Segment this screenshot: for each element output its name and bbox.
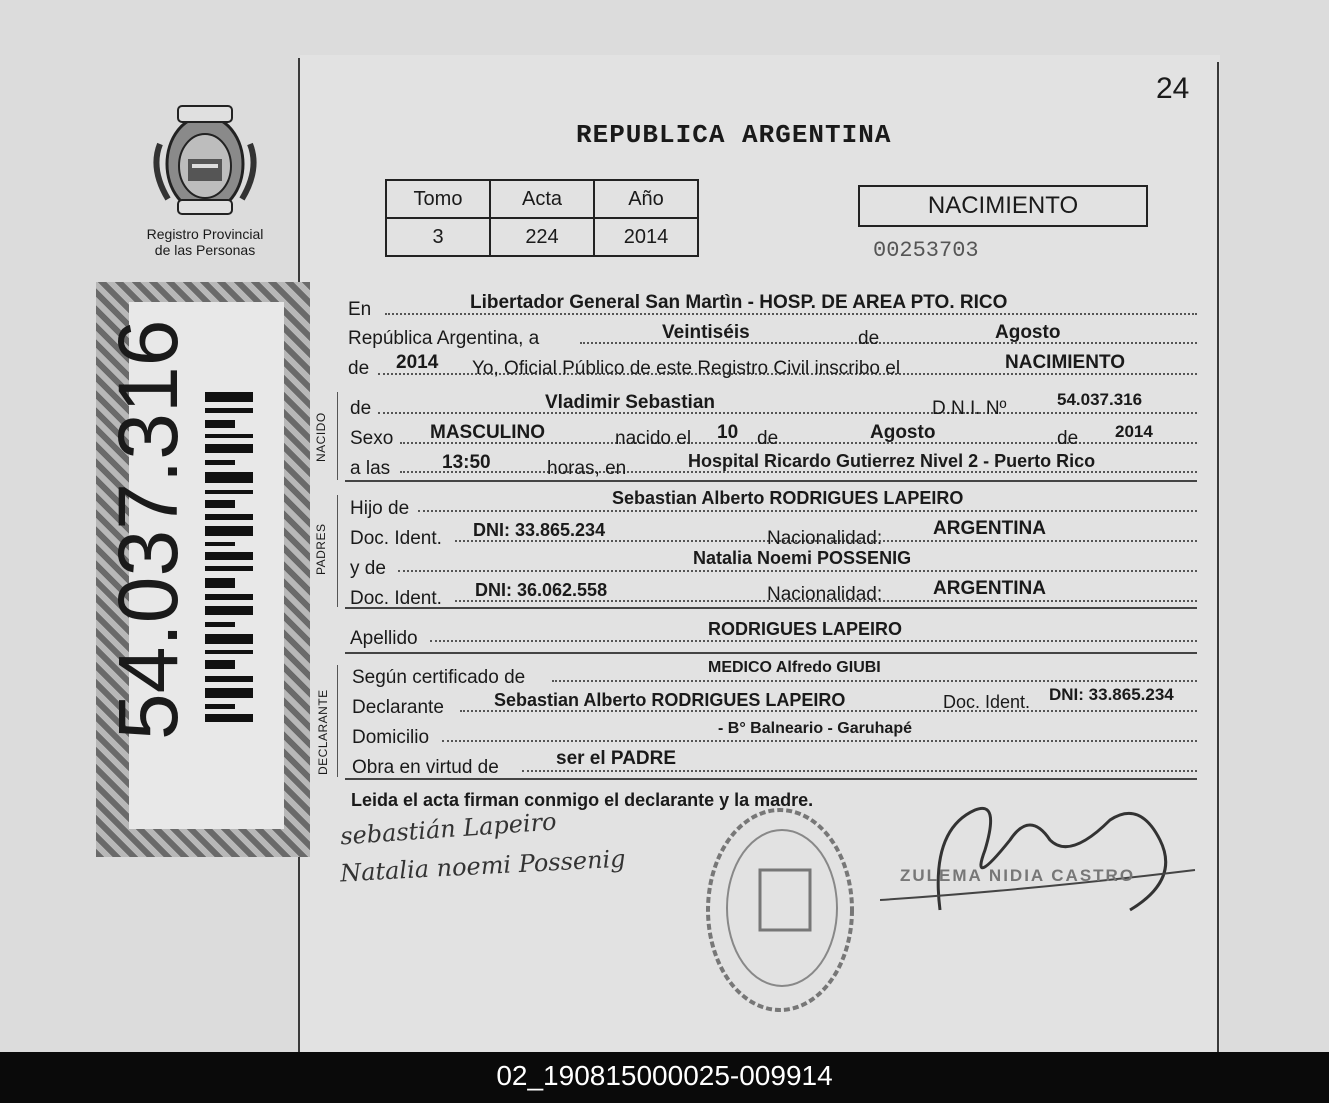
- value-mother-nationality: ARGENTINA: [933, 578, 1046, 599]
- value-decl-doc: DNI: 33.865.234: [1049, 685, 1174, 704]
- father-signature: sebastián Lapeiro: [339, 807, 558, 851]
- value-dni: 54.037.316: [1057, 390, 1143, 409]
- section-label-declarante: DECLARANTE: [316, 689, 330, 775]
- declarante-bracket: [337, 665, 338, 777]
- official-signature-scrawl: [880, 770, 1200, 950]
- value-time: 13:50: [442, 452, 491, 473]
- value-mother-name: Natalia Noemi POSSENIG: [693, 548, 912, 568]
- row-line: [442, 740, 1197, 742]
- serial-number: 00253703: [873, 238, 979, 263]
- row-line: [418, 510, 1197, 512]
- label-birth-de2: de: [1057, 428, 1079, 449]
- value-place-of-registration: Libertador General San Martìn - HOSP. DE AREA PTO. RICO: [470, 292, 1008, 313]
- label-nacionalidad-mother: Nacionalidad:: [767, 584, 883, 605]
- label-doc-ident-father: Doc. Ident.: [350, 528, 442, 549]
- label-sexo: Sexo: [350, 428, 394, 449]
- registry-name-line2: de las Personas: [154, 242, 256, 258]
- value-domicilio: - B° Balneario - Garuhapé: [718, 720, 912, 737]
- value-mother-doc: DNI: 36.062.558: [475, 580, 608, 600]
- label-nacido-el: nacido el: [615, 428, 692, 449]
- table-header-acta: Acta: [490, 180, 594, 218]
- page-number: 24: [1156, 72, 1190, 105]
- padres-bracket: [337, 495, 338, 607]
- label-domicilio: Domicilio: [352, 727, 430, 748]
- label-nacionalidad-father: Nacionalidad:: [767, 528, 883, 549]
- label-doc-ident-mother: Doc. Ident.: [350, 588, 442, 609]
- label-dni: D.N.I. Nº: [932, 398, 1007, 419]
- label-y-de: y de: [350, 558, 386, 579]
- table-value-anio: 2014: [594, 218, 698, 256]
- section-divider: [345, 652, 1197, 654]
- value-inscribo: NACIMIENTO: [1005, 352, 1125, 373]
- section-divider: [345, 607, 1197, 609]
- official-name-stamp: ZULEMA NIDIA CASTRO: [900, 866, 1136, 885]
- table-header-tomo: Tomo: [386, 180, 490, 218]
- label-horas-en: horas, en: [547, 458, 627, 479]
- provincial-seal-emblem: [150, 104, 260, 219]
- reading-statement: Leida el acta firman conmigo el declarante y la madre.: [351, 790, 814, 810]
- value-obra: ser el PADRE: [556, 748, 677, 769]
- value-certificado: MEDICO Alfredo GIUBI: [708, 659, 881, 676]
- footer-code: 02_190815000025-009914: [496, 1060, 833, 1091]
- value-birth-place: Hospital Ricardo Gutierrez Nivel 2 - Puerto Rico: [688, 451, 1096, 471]
- row-line: [552, 680, 1197, 682]
- document-title: REPUBLICA ARGENTINA: [576, 120, 892, 150]
- value-year: 2014: [396, 352, 439, 373]
- label-a-las: a las: [350, 458, 391, 479]
- value-birth-day: 10: [717, 422, 739, 443]
- right-margin-line: [1217, 62, 1219, 1052]
- value-father-name: Sebastian Alberto RODRIGUES LAPEIRO: [612, 488, 964, 508]
- section-label-padres: PADRES: [314, 523, 328, 575]
- value-father-doc: DNI: 33.865.234: [473, 520, 606, 540]
- record-type-box: NACIMIENTO: [858, 185, 1148, 227]
- label-de: de: [858, 328, 880, 349]
- label-en: En: [348, 299, 372, 320]
- value-day-text: Veintiséis: [662, 322, 750, 343]
- value-sexo: MASCULINO: [430, 422, 546, 443]
- label-segun-certificado: Según certificado de: [352, 667, 526, 688]
- tomo-acta-table: [385, 179, 699, 257]
- table-value-tomo: 3: [386, 218, 490, 256]
- image-footer-bar: [0, 1052, 1329, 1103]
- row-line: [398, 570, 1197, 572]
- section-label-nacido: NACIDO: [314, 412, 328, 462]
- value-child-name: Vladimir Sebastian: [545, 392, 716, 413]
- value-birth-year: 2014: [1115, 422, 1153, 441]
- label-decl-doc: Doc. Ident.: [943, 692, 1031, 712]
- label-oficial-text: Yo, Oficial Público de este Registro Civil inscribo el: [472, 358, 901, 379]
- mother-signature: Natalia noemi Possenig: [339, 844, 627, 888]
- value-month-text: Agosto: [995, 322, 1061, 343]
- registry-name-line1: Registro Provincial: [146, 226, 264, 242]
- label-birth-de1: de: [757, 428, 779, 449]
- label-year-de: de: [348, 358, 370, 379]
- barcode-bars: [205, 392, 253, 722]
- row-line: [430, 640, 1197, 642]
- value-birth-month: Agosto: [870, 422, 936, 443]
- value-father-nationality: ARGENTINA: [933, 518, 1046, 539]
- row-line: [378, 412, 1197, 414]
- label-republica: República Argentina, a: [348, 328, 540, 349]
- table-value-acta: 224: [490, 218, 594, 256]
- label-hijo-de: Hijo de: [350, 498, 410, 519]
- label-declarante: Declarante: [352, 697, 444, 718]
- label-apellido: Apellido: [350, 628, 418, 649]
- nacido-bracket: [337, 392, 338, 480]
- label-obra-virtud: Obra en virtud de: [352, 757, 499, 778]
- value-declarante: Sebastian Alberto RODRIGUES LAPEIRO: [494, 690, 846, 710]
- section-divider: [345, 480, 1197, 482]
- table-header-anio: Año: [594, 180, 698, 218]
- official-round-stamp: [690, 790, 890, 1030]
- label-name-de: de: [350, 398, 372, 419]
- value-apellido: RODRIGUES LAPEIRO: [708, 619, 903, 639]
